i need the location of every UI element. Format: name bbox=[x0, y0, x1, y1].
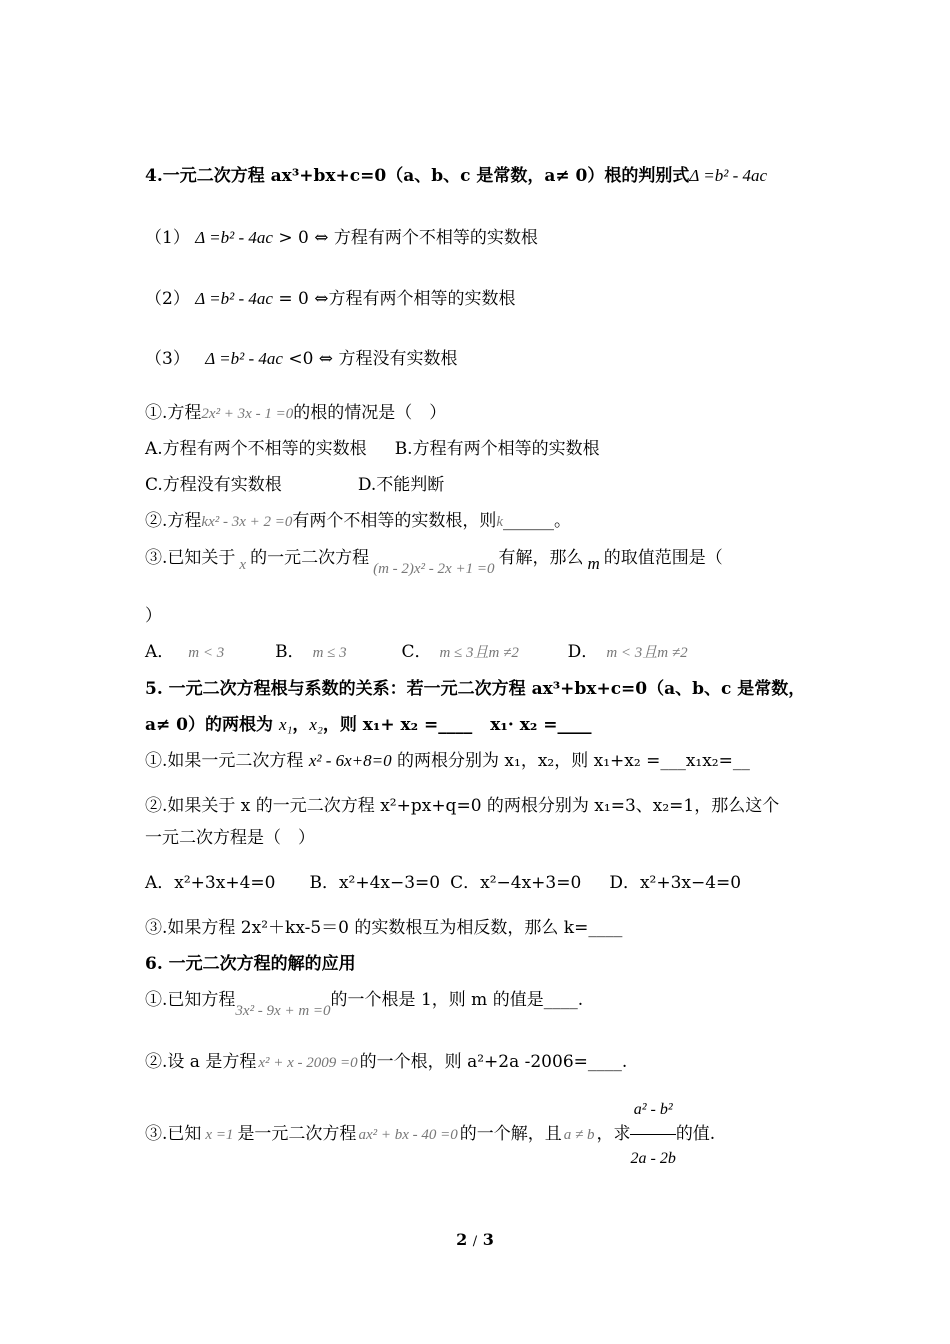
case-2 bbox=[145, 287, 515, 311]
s6-q3-equation: ax² + bx - 40 =0 bbox=[358, 1127, 458, 1143]
s5-question-1 bbox=[145, 749, 750, 773]
s6-q3-text-3: ，求 bbox=[596, 1124, 631, 1144]
s5-heading-x2: x₂ bbox=[309, 715, 323, 734]
case-2-condition: Δ =b² - 4ac bbox=[195, 289, 273, 308]
s4-q1-option-b: B.方程有两个相等的实数根 bbox=[394, 439, 600, 459]
s5-heading-sum: ，则 x₁+ x₂ =____ bbox=[322, 715, 473, 735]
s4-q3-option-b-label: B． bbox=[275, 642, 305, 662]
s4-q3-option-d-label: D． bbox=[567, 642, 599, 662]
section-4-heading-text: 4.一元二次方程 ax³+bx+c=0（a、b、c 是常数，a≠ 0）根的判别式 bbox=[145, 166, 690, 186]
case-2-relation: = 0 ⇔ bbox=[272, 289, 329, 309]
s6-q2-suffix: 的一个根，则 a²+2a -2006=____. bbox=[359, 1052, 628, 1072]
s5-q1-equation: x² - 6x+8=0 bbox=[308, 751, 392, 770]
case-3 bbox=[145, 347, 457, 371]
s6-q3-text-2: 的一个解，且 bbox=[459, 1124, 562, 1144]
s4-q3-equation: (m - 2)x² - 2x +1 =0 bbox=[373, 561, 495, 577]
case-2-number: （2） bbox=[145, 289, 190, 309]
case-1-relation: > 0 ⇔ bbox=[272, 228, 334, 248]
s4-q1-option-c: C.方程没有实数根 bbox=[145, 475, 282, 495]
s4-q1-options-ab bbox=[145, 437, 600, 461]
s4-q1-option-a: A.方程有两个不相等的实数根 bbox=[145, 439, 367, 459]
s6-q3-text-4: 的值. bbox=[675, 1124, 716, 1144]
fraction-numerator: a² - b² bbox=[630, 1088, 675, 1135]
s6-question-2 bbox=[145, 1050, 627, 1075]
s6-q2-prefix: ②.设 a 是方程 bbox=[145, 1052, 257, 1072]
s6-q3-condition: a ≠ b bbox=[563, 1127, 595, 1143]
s4-q3-x: x bbox=[239, 557, 247, 573]
s4-q3-option-d: m < 3且m ≠2 bbox=[606, 645, 688, 661]
s5-question-3: ③.如果方程 2x²＋kx-5＝0 的实数根互为相反数，那么 k=____ bbox=[145, 918, 623, 938]
s4-q3-options bbox=[145, 640, 688, 665]
s5-q2-option-a: A．x²+3x+4=0 bbox=[145, 873, 276, 893]
s4-q3-option-b: m ≤ 3 bbox=[312, 645, 347, 661]
s4-q1-option-d: D.不能判断 bbox=[357, 475, 445, 495]
s4-q3-close-paren: ） bbox=[145, 606, 162, 626]
section-5-heading-line-1: 5. 一元二次方程根与系数的关系：若一元二次方程 ax³+bx+c=0（a、b、c 是常数， bbox=[145, 679, 806, 699]
s5-heading-product: x₁· x₂ =____ bbox=[490, 715, 592, 735]
s4-q3-text-1: 的一元二次方程 bbox=[250, 548, 370, 568]
s6-q1-suffix: 的一个根是 1，则 m 的值是____. bbox=[330, 990, 584, 1010]
s4-q2-text: 有两个不相等的实数根，则 bbox=[292, 511, 497, 531]
total-pages: 3 bbox=[482, 1230, 494, 1249]
section-6-heading: 6. 一元二次方程的解的应用 bbox=[145, 954, 356, 974]
case-1-text: 方程有两个不相等的实数根 bbox=[333, 228, 538, 248]
s4-q3-m: m bbox=[587, 554, 600, 573]
s4-q3-option-a-label: A． bbox=[145, 642, 175, 662]
s4-q1-equation: 2x² + 3x - 1 =0 bbox=[201, 406, 294, 422]
s5-question-2-line-1: ②.如果关于 x 的一元二次方程 x²+px+q=0 的两根分别为 x₁=3、x₂=1，那么这个 bbox=[145, 796, 780, 816]
s4-q2-k: k bbox=[496, 514, 504, 530]
s6-question-3 bbox=[145, 1088, 715, 1181]
s5-q2-option-b: B．x²+4x−3=0 bbox=[309, 873, 441, 893]
s5-q2-option-d: D．x²+3x−4=0 bbox=[609, 873, 742, 893]
s6-q2-equation: x² + x - 2009 =0 bbox=[258, 1055, 358, 1071]
case-2-text: 方程有两个相等的实数根 bbox=[328, 289, 516, 309]
section-4-heading bbox=[145, 164, 767, 188]
s4-q3-prefix: ③.已知关于 bbox=[145, 548, 236, 568]
fraction-denominator: 2a - 2b bbox=[630, 1150, 676, 1167]
s4-question-3 bbox=[145, 546, 723, 577]
s5-heading-comma: ， bbox=[292, 715, 310, 735]
discriminant-formula: Δ =b² - 4ac bbox=[689, 166, 768, 185]
s5-heading-x1: x₁ bbox=[278, 715, 293, 734]
s4-q3-text-2: 有解，那么 bbox=[498, 548, 584, 568]
s5-q2-options bbox=[145, 871, 741, 895]
case-1 bbox=[145, 226, 538, 250]
s4-q1-options-cd bbox=[145, 473, 444, 497]
s4-q2-blank: ______。 bbox=[503, 511, 572, 531]
case-3-number: （3） bbox=[145, 349, 190, 369]
s6-q3-prefix: ③.已知 bbox=[145, 1124, 202, 1144]
s6-q3-text-1: 是一元二次方程 bbox=[237, 1124, 357, 1144]
s5-q2-option-c: C．x²−4x+3=0 bbox=[450, 873, 582, 893]
case-3-condition: Δ =b² - 4ac bbox=[205, 349, 283, 368]
s6-question-1 bbox=[145, 988, 584, 1019]
s4-q3-option-a: m < 3 bbox=[188, 645, 225, 661]
s4-q3-option-c: m ≤ 3且m ≠2 bbox=[439, 645, 519, 661]
s5-q1-suffix: 的两根分别为 x₁，x₂，则 x₁+x₂ =___x₁x₂=__ bbox=[391, 751, 750, 771]
s4-q1-suffix: 的根的情况是（ ） bbox=[293, 403, 447, 423]
s4-question-1 bbox=[145, 401, 446, 426]
s4-q3-option-c-label: C． bbox=[401, 642, 432, 662]
s4-question-2 bbox=[145, 509, 571, 534]
section-5-heading-line-2 bbox=[145, 713, 591, 737]
s4-q3-text-3: 的取值范围是（ bbox=[603, 548, 723, 568]
case-1-number: （1） bbox=[145, 228, 190, 248]
case-1-condition: Δ =b² - 4ac bbox=[195, 228, 273, 247]
current-page: 2 bbox=[456, 1230, 468, 1249]
s6-q3-x-equals-1: x =1 bbox=[205, 1127, 234, 1143]
s4-q1-prefix: ①.方程 bbox=[145, 403, 202, 423]
s6-q1-prefix: ①.已知方程 bbox=[145, 990, 236, 1010]
s5-heading-text: a≠ 0）的两根为 bbox=[145, 715, 279, 735]
page-separator: / bbox=[472, 1234, 478, 1249]
s4-q2-equation: kx² - 3x + 2 =0 bbox=[201, 514, 293, 530]
page-number bbox=[0, 1230, 950, 1249]
s5-question-2-line-2: 一元二次方程是（ ） bbox=[145, 828, 315, 848]
case-3-text: 方程没有实数根 bbox=[338, 349, 458, 369]
case-3-relation: <0 ⇔ bbox=[282, 349, 339, 369]
s5-q1-prefix: ①.如果一元二次方程 bbox=[145, 751, 309, 771]
s6-q3-fraction bbox=[630, 1088, 675, 1181]
s4-q2-prefix: ②.方程 bbox=[145, 511, 202, 531]
s6-q1-equation: 3x² - 9x + m =0 bbox=[235, 1003, 331, 1019]
